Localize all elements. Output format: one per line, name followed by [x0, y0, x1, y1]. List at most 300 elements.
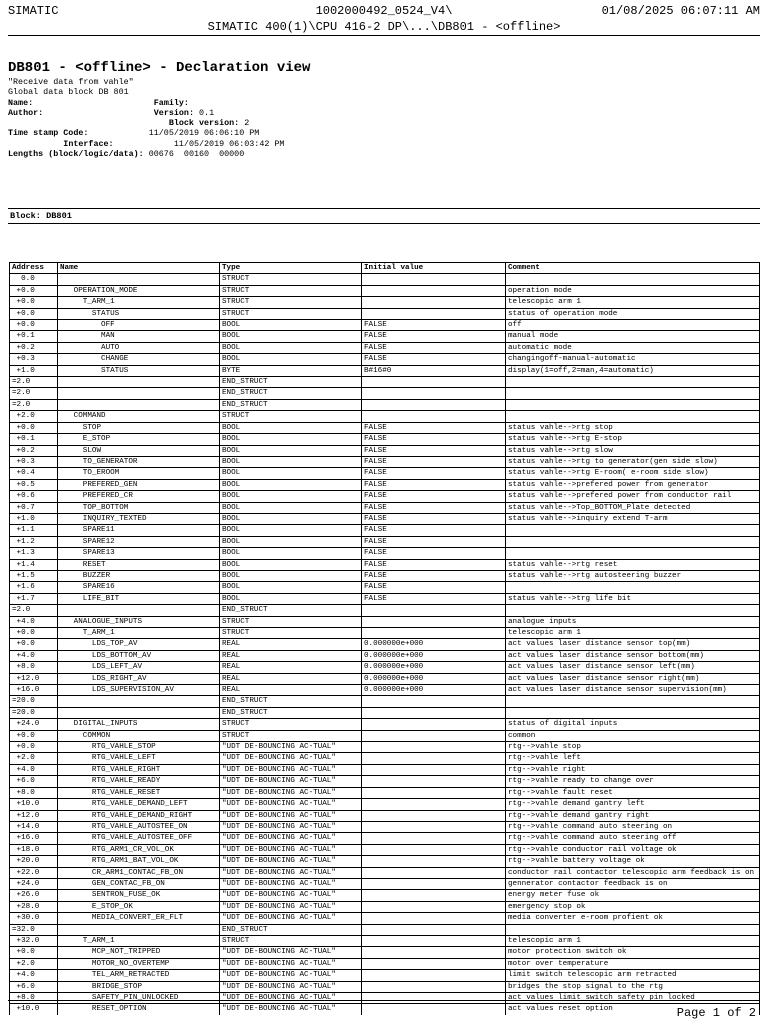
table-row	[10, 377, 760, 388]
name-label: Name:	[8, 97, 34, 108]
cell-address: +0.0	[10, 947, 58, 958]
table-row	[10, 399, 760, 410]
cell-address: +1.0	[10, 365, 58, 376]
cell-initial-value	[362, 411, 506, 422]
cell-type: "UDT DE-BOUNCING AC-TUAL"	[220, 913, 362, 924]
cell-address: =2.0	[10, 399, 58, 410]
cell-initial-value	[362, 913, 506, 924]
table-row	[10, 548, 760, 559]
block-metadata	[8, 77, 284, 159]
cell-type: "UDT DE-BOUNCING AC-TUAL"	[220, 970, 362, 981]
cell-type: STRUCT	[220, 628, 362, 639]
cell-name: OPERATION_MODE	[58, 285, 220, 296]
cell-type: BOOL	[220, 570, 362, 581]
cell-name: TO_EROOM	[58, 468, 220, 479]
cell-type: STRUCT	[220, 719, 362, 730]
cell-type: BOOL	[220, 525, 362, 536]
cell-type: "UDT DE-BOUNCING AC-TUAL"	[220, 878, 362, 889]
table-row	[10, 331, 760, 342]
footer-divider	[8, 1000, 760, 1001]
cell-type: REAL	[220, 650, 362, 661]
cell-address: +1.3	[10, 548, 58, 559]
cell-type: BOOL	[220, 422, 362, 433]
cell-name: INQUIRY_TEXTED	[58, 513, 220, 524]
cell-initial-value	[362, 696, 506, 707]
table-row	[10, 525, 760, 536]
cell-type: "UDT DE-BOUNCING AC-TUAL"	[220, 993, 362, 1004]
cell-address: +1.0	[10, 513, 58, 524]
cell-name: MEDIA_CONVERT_ER_FLT	[58, 913, 220, 924]
cell-initial-value	[362, 799, 506, 810]
page-title: DB801 - <offline> - Declaration view	[8, 60, 311, 76]
cell-address: +6.0	[10, 981, 58, 992]
cell-address: +0.3	[10, 456, 58, 467]
table-row	[10, 342, 760, 353]
lengths-value: 00676 00160 00000	[148, 149, 245, 160]
cell-type: BOOL	[220, 354, 362, 365]
cell-comment: rtg-->vahle demand gantry left	[506, 799, 760, 810]
cell-initial-value	[362, 764, 506, 775]
cell-address: +32.0	[10, 935, 58, 946]
cell-address: +10.0	[10, 799, 58, 810]
table-row	[10, 935, 760, 946]
cell-address: +0.0	[10, 285, 58, 296]
cell-initial-value: FALSE	[362, 491, 506, 502]
table-row	[10, 308, 760, 319]
cell-name: T_ARM_1	[58, 297, 220, 308]
cell-type: BOOL	[220, 456, 362, 467]
cell-initial-value: FALSE	[362, 548, 506, 559]
cell-comment: motor protection switch ok	[506, 947, 760, 958]
cell-address: +8.0	[10, 662, 58, 673]
cell-initial-value	[362, 1004, 506, 1015]
cell-address: +12.0	[10, 810, 58, 821]
table-row	[10, 274, 760, 285]
table-row	[10, 639, 760, 650]
cell-initial-value	[362, 707, 506, 718]
cell-comment: rtg-->vahle battery voltage ok	[506, 856, 760, 867]
cell-initial-value	[362, 810, 506, 821]
cell-name: MOTOR_NO_OVERTEMP	[58, 958, 220, 969]
cell-address: =2.0	[10, 388, 58, 399]
cell-initial-value	[362, 742, 506, 753]
cell-comment: status vahle-->prefered power from generator	[506, 479, 760, 490]
table-row	[10, 570, 760, 581]
table-row	[10, 833, 760, 844]
cell-initial-value: FALSE	[362, 320, 506, 331]
cell-type: "UDT DE-BOUNCING AC-TUAL"	[220, 787, 362, 798]
cell-name: AUTO	[58, 342, 220, 353]
table-row	[10, 947, 760, 958]
cell-name: PREFERED_CR	[58, 491, 220, 502]
cell-type: "UDT DE-BOUNCING AC-TUAL"	[220, 764, 362, 775]
cell-name: SPARE12	[58, 536, 220, 547]
cell-name	[58, 399, 220, 410]
cell-type: BOOL	[220, 536, 362, 547]
cell-type: "UDT DE-BOUNCING AC-TUAL"	[220, 833, 362, 844]
cell-address: +4.0	[10, 970, 58, 981]
cell-address: +0.0	[10, 422, 58, 433]
cell-address: +2.0	[10, 411, 58, 422]
cell-address: +1.7	[10, 593, 58, 604]
cell-address: +26.0	[10, 890, 58, 901]
cell-name: CR_ARM1_CONTAC_FB_ON	[58, 867, 220, 878]
header-timestamp: 01/08/2025 06:07:11 AM	[601, 4, 760, 18]
cell-comment	[506, 399, 760, 410]
cell-type: BOOL	[220, 513, 362, 524]
cell-initial-value: FALSE	[362, 468, 506, 479]
cell-address: 0.0	[10, 274, 58, 285]
table-row	[10, 696, 760, 707]
table-row	[10, 742, 760, 753]
cell-type: "UDT DE-BOUNCING AC-TUAL"	[220, 958, 362, 969]
cell-name: COMMON	[58, 730, 220, 741]
cell-comment	[506, 696, 760, 707]
cell-name: RTG_VAHLE_DEMAND_RIGHT	[58, 810, 220, 821]
cell-comment	[506, 536, 760, 547]
cell-name: STATUS	[58, 365, 220, 376]
cell-address: =32.0	[10, 924, 58, 935]
cell-address: +2.0	[10, 753, 58, 764]
table-row	[10, 445, 760, 456]
cell-comment	[506, 411, 760, 422]
cell-address: +0.0	[10, 639, 58, 650]
cell-address: +1.5	[10, 570, 58, 581]
cell-comment: act values laser distance sensor supervision(mm)	[506, 685, 760, 696]
cell-name: STATUS	[58, 308, 220, 319]
cell-address: +22.0	[10, 867, 58, 878]
cell-type: STRUCT	[220, 935, 362, 946]
cell-initial-value: FALSE	[362, 570, 506, 581]
cell-comment: analogue inputs	[506, 616, 760, 627]
table-row	[10, 582, 760, 593]
cell-name: LDS_LEFT_AV	[58, 662, 220, 673]
cell-comment	[506, 274, 760, 285]
page-number: Page 1 of 2	[676, 1006, 756, 1020]
table-row	[10, 297, 760, 308]
block-name-box: Block: DB801	[8, 208, 760, 224]
family-label: Family:	[153, 97, 189, 108]
cell-type: BOOL	[220, 320, 362, 331]
cell-address: +20.0	[10, 856, 58, 867]
cell-name: RTG_VAHLE_AUTOSTEE_ON	[58, 821, 220, 832]
cell-type: REAL	[220, 662, 362, 673]
cell-comment: status vahle-->rtg to generator(gen side slow)	[506, 456, 760, 467]
table-row	[10, 354, 760, 365]
cell-address: +6.0	[10, 776, 58, 787]
table-row	[10, 673, 760, 684]
cell-initial-value: FALSE	[362, 331, 506, 342]
table-row	[10, 707, 760, 718]
cell-comment: status vahle-->prefered power from conductor rail	[506, 491, 760, 502]
table-row	[10, 810, 760, 821]
cell-comment: status vahle-->Top_BOTTOM_Plate detected	[506, 502, 760, 513]
cell-name: RTG_VAHLE_RIGHT	[58, 764, 220, 775]
cell-initial-value	[362, 981, 506, 992]
cell-comment: rtg-->vahle command auto steering on	[506, 821, 760, 832]
table-header-row	[10, 263, 760, 274]
table-row	[10, 787, 760, 798]
cell-name: RTG_VAHLE_AUTOSTEE_OFF	[58, 833, 220, 844]
cell-address: +8.0	[10, 787, 58, 798]
cell-comment: motor over temperature	[506, 958, 760, 969]
cell-type: BOOL	[220, 593, 362, 604]
cell-initial-value	[362, 297, 506, 308]
cell-name: SAFETY_PIN_UNLOCKED	[58, 993, 220, 1004]
cell-name: LDS_SUPERVISION_AV	[58, 685, 220, 696]
cell-type: BOOL	[220, 491, 362, 502]
print-header	[8, 4, 760, 36]
cell-comment	[506, 548, 760, 559]
cell-address: +28.0	[10, 901, 58, 912]
cell-comment: status vahle-->rtg stop	[506, 422, 760, 433]
cell-initial-value	[362, 947, 506, 958]
cell-address: +0.0	[10, 628, 58, 639]
cell-initial-value: 0.000000e+000	[362, 673, 506, 684]
cell-name: GEN_CONTAC_FB_ON	[58, 878, 220, 889]
cell-type: BOOL	[220, 479, 362, 490]
table-row	[10, 719, 760, 730]
table-row	[10, 285, 760, 296]
cell-type: END_STRUCT	[220, 388, 362, 399]
cell-comment	[506, 388, 760, 399]
cell-address: +12.0	[10, 673, 58, 684]
cell-initial-value: FALSE	[362, 445, 506, 456]
cell-initial-value	[362, 958, 506, 969]
cell-name: BUZZER	[58, 570, 220, 581]
cell-type: REAL	[220, 673, 362, 684]
cell-comment	[506, 605, 760, 616]
cell-comment: energy meter fuse ok	[506, 890, 760, 901]
cell-name: RTG_VAHLE_STOP	[58, 742, 220, 753]
cell-initial-value	[362, 776, 506, 787]
cell-comment: status vahle-->rtg E-stop	[506, 434, 760, 445]
cell-name	[58, 274, 220, 285]
cell-address: =20.0	[10, 707, 58, 718]
cell-type: STRUCT	[220, 730, 362, 741]
cell-name: RESET_OPTION	[58, 1004, 220, 1015]
cell-address: +18.0	[10, 844, 58, 855]
cell-address: +0.3	[10, 354, 58, 365]
cell-initial-value	[362, 993, 506, 1004]
cell-name: TOP_BOTTOM	[58, 502, 220, 513]
declaration-table	[9, 262, 760, 1015]
cell-address: +14.0	[10, 821, 58, 832]
table-row	[10, 924, 760, 935]
cell-initial-value: 0.000000e+000	[362, 650, 506, 661]
cell-address: +24.0	[10, 878, 58, 889]
table-row	[10, 468, 760, 479]
header-center: 1002000492_0524_V4\	[315, 4, 453, 18]
cell-name: SPARE11	[58, 525, 220, 536]
lengths-label: Lengths (block/logic/data):	[8, 149, 144, 160]
cell-address: +0.0	[10, 308, 58, 319]
cell-comment: rtg-->vahle stop	[506, 742, 760, 753]
table-row	[10, 628, 760, 639]
cell-initial-value	[362, 856, 506, 867]
table-row	[10, 411, 760, 422]
cell-comment: media converter e-room profient ok	[506, 913, 760, 924]
cell-address: +0.0	[10, 742, 58, 753]
cell-address: +1.2	[10, 536, 58, 547]
cell-comment: emergency stop ok	[506, 901, 760, 912]
cell-address: +30.0	[10, 913, 58, 924]
cell-comment: status vahle-->inquiry extend T-arm	[506, 513, 760, 524]
cell-type: "UDT DE-BOUNCING AC-TUAL"	[220, 856, 362, 867]
cell-comment: act values laser distance sensor bottom(mm)	[506, 650, 760, 661]
table-row	[10, 434, 760, 445]
table-row	[10, 764, 760, 775]
cell-type: "UDT DE-BOUNCING AC-TUAL"	[220, 947, 362, 958]
cell-type: "UDT DE-BOUNCING AC-TUAL"	[220, 810, 362, 821]
cell-name: COMMAND	[58, 411, 220, 422]
table-row	[10, 993, 760, 1004]
cell-initial-value: FALSE	[362, 434, 506, 445]
cell-type: STRUCT	[220, 308, 362, 319]
cell-initial-value	[362, 833, 506, 844]
table-row	[10, 867, 760, 878]
cell-initial-value	[362, 628, 506, 639]
cell-name: SPARE13	[58, 548, 220, 559]
cell-type: BOOL	[220, 548, 362, 559]
cell-type: BOOL	[220, 559, 362, 570]
table-row	[10, 821, 760, 832]
cell-address: +0.0	[10, 297, 58, 308]
cell-comment: status of digital inputs	[506, 719, 760, 730]
table-row	[10, 913, 760, 924]
cell-type: "UDT DE-BOUNCING AC-TUAL"	[220, 844, 362, 855]
cell-name	[58, 388, 220, 399]
table-row	[10, 513, 760, 524]
cell-type: STRUCT	[220, 411, 362, 422]
cell-comment: rtg-->vahle demand gantry right	[506, 810, 760, 821]
cell-address: +0.2	[10, 445, 58, 456]
header-divider	[8, 35, 760, 36]
col-initial-value: Initial value	[362, 263, 506, 274]
cell-name: DIGITAL_INPUTS	[58, 719, 220, 730]
cell-initial-value: 0.000000e+000	[362, 639, 506, 650]
cell-type: BOOL	[220, 331, 362, 342]
table-row	[10, 753, 760, 764]
cell-address: +16.0	[10, 833, 58, 844]
cell-comment: act values reset option	[506, 1004, 760, 1015]
timestamp-interface-value: 11/05/2019 06:03:42 PM	[173, 138, 285, 149]
cell-address: +0.0	[10, 730, 58, 741]
cell-address: +4.0	[10, 764, 58, 775]
table-row	[10, 890, 760, 901]
table-row	[10, 844, 760, 855]
cell-comment	[506, 377, 760, 388]
cell-name: RTG_VAHLE_LEFT	[58, 753, 220, 764]
cell-comment: bridges the stop signal to the rtg	[506, 981, 760, 992]
cell-type: "UDT DE-BOUNCING AC-TUAL"	[220, 1004, 362, 1015]
cell-name: T_ARM_1	[58, 628, 220, 639]
cell-comment: status vahle-->rtg E-room( e-room side slow)	[506, 468, 760, 479]
cell-name	[58, 924, 220, 935]
cell-address: +4.0	[10, 650, 58, 661]
cell-comment: automatic mode	[506, 342, 760, 353]
cell-name: RTG_VAHLE_RESET	[58, 787, 220, 798]
cell-type: STRUCT	[220, 274, 362, 285]
cell-comment: telescopic arm 1	[506, 628, 760, 639]
cell-name: T_ARM_1	[58, 935, 220, 946]
cell-initial-value: FALSE	[362, 342, 506, 353]
cell-comment: rtg-->vahle conductor rail voltage ok	[506, 844, 760, 855]
cell-name: LDS_BOTTOM_AV	[58, 650, 220, 661]
cell-initial-value: FALSE	[362, 536, 506, 547]
cell-initial-value	[362, 890, 506, 901]
cell-initial-value: FALSE	[362, 456, 506, 467]
cell-name: ANALOGUE_INPUTS	[58, 616, 220, 627]
header-left: SIMATIC	[8, 4, 59, 18]
cell-type: "UDT DE-BOUNCING AC-TUAL"	[220, 901, 362, 912]
cell-type: END_STRUCT	[220, 399, 362, 410]
cell-comment: rtg-->vahle left	[506, 753, 760, 764]
cell-comment: rtg-->vahle fault reset	[506, 787, 760, 798]
cell-name: RTG_ARM1_BAT_VOL_OK	[58, 856, 220, 867]
cell-comment: gennerator contactor feedback is on	[506, 878, 760, 889]
cell-initial-value	[362, 285, 506, 296]
cell-comment: status vahle-->rtg reset	[506, 559, 760, 570]
table-row	[10, 662, 760, 673]
table-row	[10, 605, 760, 616]
cell-address: +0.1	[10, 434, 58, 445]
cell-name	[58, 707, 220, 718]
cell-initial-value: FALSE	[362, 593, 506, 604]
block-description: "Receive data from vahle"	[8, 77, 134, 87]
cell-address: +4.0	[10, 616, 58, 627]
cell-address: +1.6	[10, 582, 58, 593]
cell-comment	[506, 525, 760, 536]
cell-initial-value	[362, 867, 506, 878]
table-row	[10, 776, 760, 787]
cell-comment: status vahle-->rtg slow	[506, 445, 760, 456]
cell-comment: telescopic arm 1	[506, 935, 760, 946]
cell-comment: changingoff-manual-automatic	[506, 354, 760, 365]
table-row	[10, 970, 760, 981]
cell-type: END_STRUCT	[220, 924, 362, 935]
table-row	[10, 491, 760, 502]
cell-initial-value	[362, 935, 506, 946]
cell-name: LIFE_BIT	[58, 593, 220, 604]
cell-address: +8.0	[10, 993, 58, 1004]
cell-name: MAN	[58, 331, 220, 342]
cell-name: LDS_RIGHT_AV	[58, 673, 220, 684]
cell-address: +24.0	[10, 719, 58, 730]
cell-comment: conductor rail contactor telescopic arm feedback is on	[506, 867, 760, 878]
cell-initial-value	[362, 377, 506, 388]
cell-comment	[506, 582, 760, 593]
block-type: Global data block DB 801	[8, 87, 129, 98]
cell-address: +0.1	[10, 331, 58, 342]
cell-name: CHANGE	[58, 354, 220, 365]
cell-initial-value: FALSE	[362, 525, 506, 536]
cell-type: "UDT DE-BOUNCING AC-TUAL"	[220, 799, 362, 810]
cell-initial-value	[362, 399, 506, 410]
timestamp-code-value: 11/05/2019 06:06:10 PM	[148, 128, 260, 139]
cell-address: +0.7	[10, 502, 58, 513]
cell-initial-value: FALSE	[362, 559, 506, 570]
cell-initial-value	[362, 753, 506, 764]
cell-name: TO_GENERATOR	[58, 456, 220, 467]
cell-type: "UDT DE-BOUNCING AC-TUAL"	[220, 821, 362, 832]
cell-initial-value: 0.000000e+000	[362, 685, 506, 696]
cell-type: STRUCT	[220, 285, 362, 296]
timestamp-code-label: Time stamp Code:	[8, 128, 89, 139]
cell-comment: status of operation mode	[506, 308, 760, 319]
cell-name: STOP	[58, 422, 220, 433]
table-row	[10, 456, 760, 467]
